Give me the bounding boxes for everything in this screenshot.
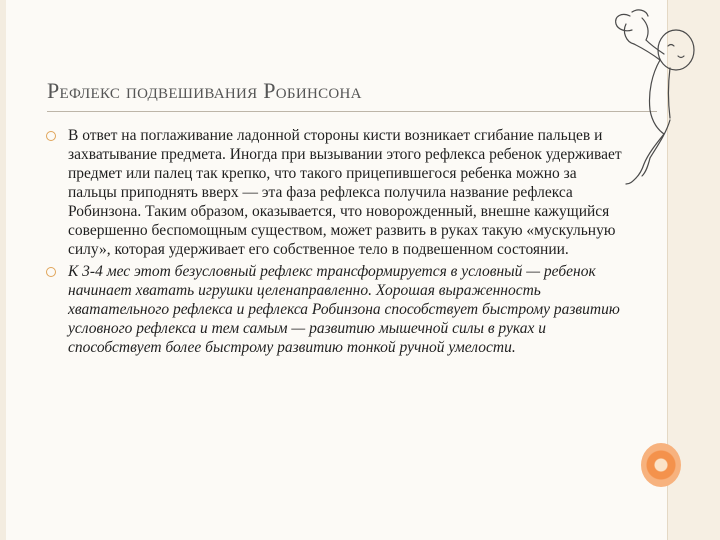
slide-body — [46, 126, 626, 357]
title-divider — [47, 111, 657, 112]
bullet-item-1 — [46, 126, 626, 259]
slide-title-text: Рефлекс подвешивания Робинсона — [47, 78, 362, 103]
hollow-circle-bullet-icon — [46, 267, 56, 277]
bullet-item-2 — [46, 262, 626, 357]
bullet-text-1: В ответ на поглаживание ладонной стороны кисти возникает сгибание пальцев и захватывание предмета. Иногда при вызывании этого рефлекса ребенок удерживает предмет или палец так крепко, что такого прицепившегося ребенка можно за пальцы приподнять вверх — эта фаза рефлекса получила название рефлекса Робинзона. Таким образом, оказывается, что новорожденный, внешне кажущийся совершенно беспомощным существом, может развить в руках такую «мускульную силу», которая удерживает его собственное тело в подвешенном состоянии. — [68, 127, 622, 258]
bullet-text-2: К 3-4 мес этот безусловный рефлекс трансформируется в условный — ребенок начинает хватать игрушки целенаправленно. Хорошая выраженность хватательного рефлекса и рефлекса Робинзона способствует быстрому развитию условного рефлекса и тем самым — развитию мышечной силы в руках и способствует более быстрому развитию тонкой ручной умелости. — [68, 263, 620, 356]
hollow-circle-bullet-icon — [46, 131, 56, 141]
orange-circle-icon — [641, 443, 681, 487]
slide-title — [47, 78, 607, 104]
slide-left-border — [0, 0, 6, 540]
hanging-baby-illustration — [592, 2, 704, 192]
